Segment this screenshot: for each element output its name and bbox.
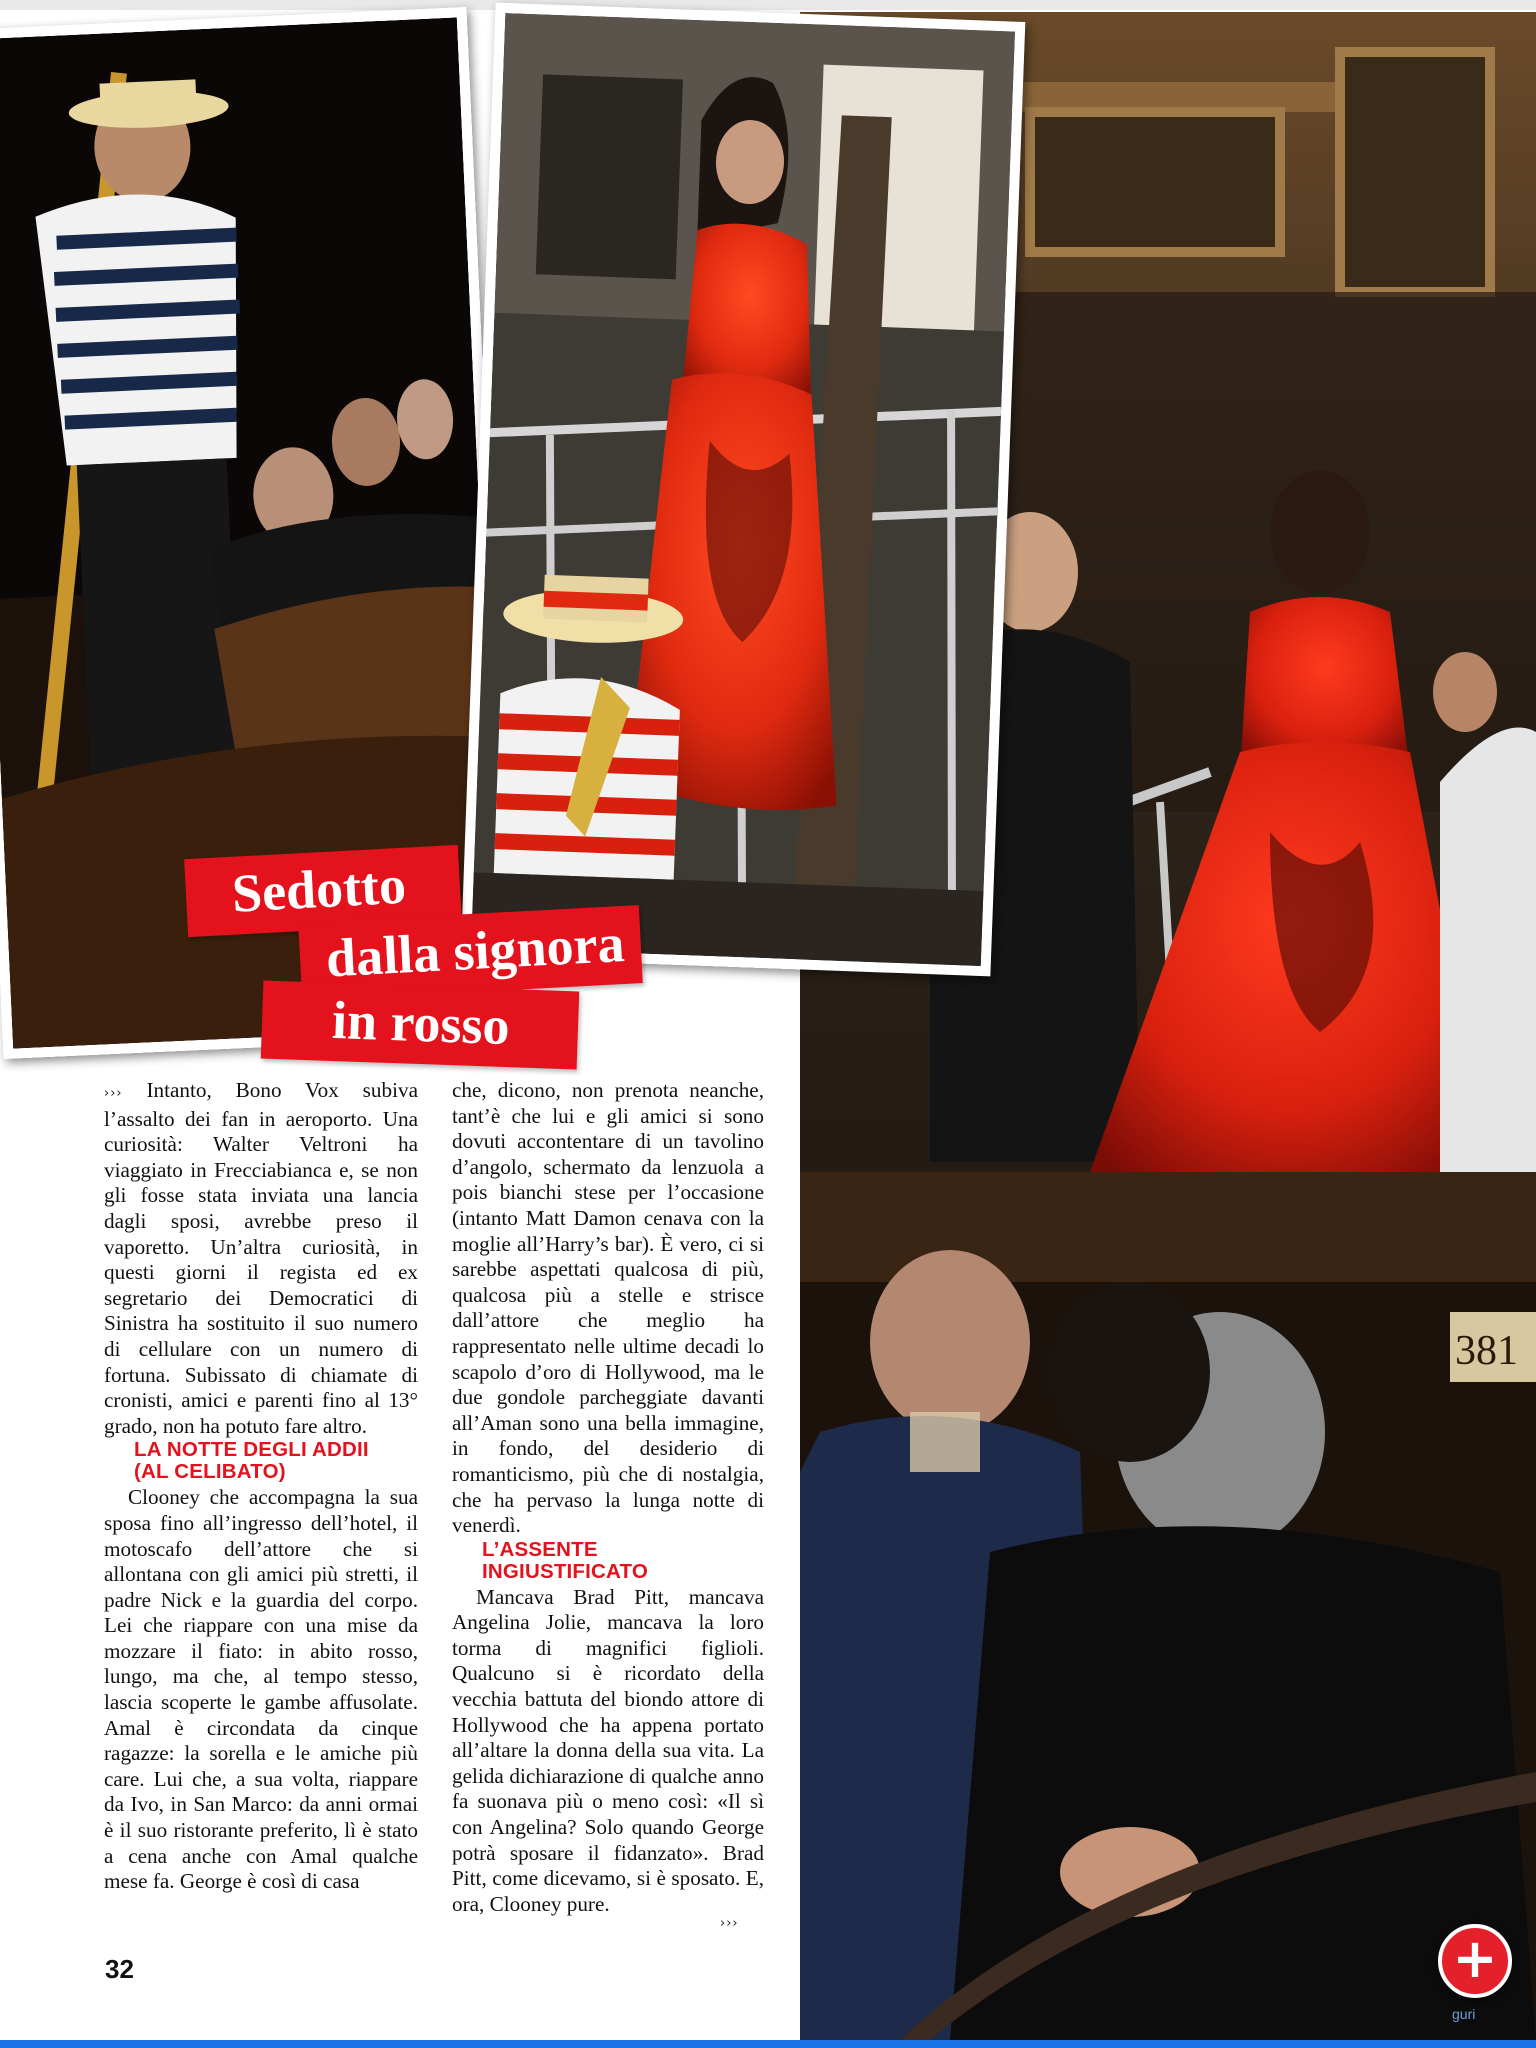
article-paragraph: Clooney che accompagna la sua sposa fino all’ingresso dell’hotel, il motoscafo dell’attore che si allontana con gli amici più stretti, il padre Nick e la guardia del corpo. Lei che riappare con una mise da mozzare il fiato: in abito rosso, lungo, ma che, al tempo stesso, lascia scoperte le gambe affusolate. Amal è circondata da cinque ragazze: la sorella e le amiche più care. Lui che, a sua volta, riappare da Ivo, in San Marco: da anni ormai è il suo ristorante preferito, lì è stato a cena anche con Amal qualche mese fa. George è così di casa (104, 1485, 418, 1894)
page-number: 32 (105, 1954, 134, 1984)
headline-line-2: dalla signora (298, 905, 642, 1001)
lead-arrows: ››› (104, 1086, 123, 1101)
subhead-assente-ingiustificato (482, 1539, 764, 1583)
end-arrows: ››› (720, 1916, 739, 1931)
article-column-1 (104, 1078, 418, 1895)
headline-line-1: Sedotto (184, 845, 462, 937)
top-strip (0, 0, 1536, 10)
subhead-line: INGIUSTIFICATO (482, 1559, 649, 1583)
photo-woman-red-dress-gondolier (461, 3, 1026, 977)
bottom-strip (0, 2040, 1536, 2048)
article-paragraph (104, 1078, 418, 1439)
article-paragraph: Mancava Brad Pitt, mancava Angelina Jolie, mancava la loro torma di magnifici figlioli. Qualcuno si è ricordato della vecchia battuta del biondo attore di Hollywood che ha appena portato all’altare la donna della sua vita. La gelida dichiarazione di qualche anno fa suonava più o meno così: «Il sì con Angelina? Solo quando George potrà sposare il fidanzato». Brad Pitt, come dicevamo, si è sposato. E, ora, Clooney pure. (452, 1584, 764, 1916)
zoom-plus-button[interactable] (1438, 1924, 1512, 1998)
watermark: guri (1452, 2006, 1476, 2022)
subhead-line: L’ASSENTE (482, 1537, 598, 1561)
paragraph-text: Intanto, Bono Vox subiva l’assalto dei fan in aeroporto. Una curiosità: Walter Veltroni ha viaggiato in Frecciabianca e, se non gli fosse stata inviata una lancia dagli sposi, avrebbe preso il vaporetto. Un’altra curiosità, in questi giorni il regista ed ex segretario dei Democratici di Sinistra ha sostituito il suo numero di cellulare con un numero di fortuna. Subissato di chiamate di cronisti, amici e parenti fino al 13° grado, non ha potuto fare altro. (104, 1078, 418, 1438)
subhead-notte-addii (134, 1439, 418, 1483)
headline-line-3: in rosso (261, 981, 579, 1070)
subhead-line: (AL CELIBATO) (134, 1460, 286, 1484)
article-paragraph: che, dicono, non prenota neanche, tant’è che lui e gli amici si sono dovuti accontentare di un tavolino d’angolo, schermato da lenzuola a pois bianchi stese per l’occasione (intanto Matt Damon cenava con la moglie all’Harry’s bar). È vero, ci si sarebbe aspettati qualcosa di più, qualcosa più a stelle e strisce dall’attore che meglio ha rappresentato nelle ultime decadi lo scapolo d’oro di Hollywood, ma le due gondole parcheggiate davanti all’Aman sono una bella immagine, in fondo, del desiderio di romanticismo, più che di nostalgia, che ha pervaso la lunga notte di venerdì. (452, 1078, 764, 1538)
plus-icon: + (1452, 1927, 1498, 1990)
boat-number: 381 (1455, 1328, 1518, 1374)
subhead-line: LA NOTTE DEGLI ADDII (134, 1438, 369, 1462)
article-column-2 (452, 1078, 764, 1917)
